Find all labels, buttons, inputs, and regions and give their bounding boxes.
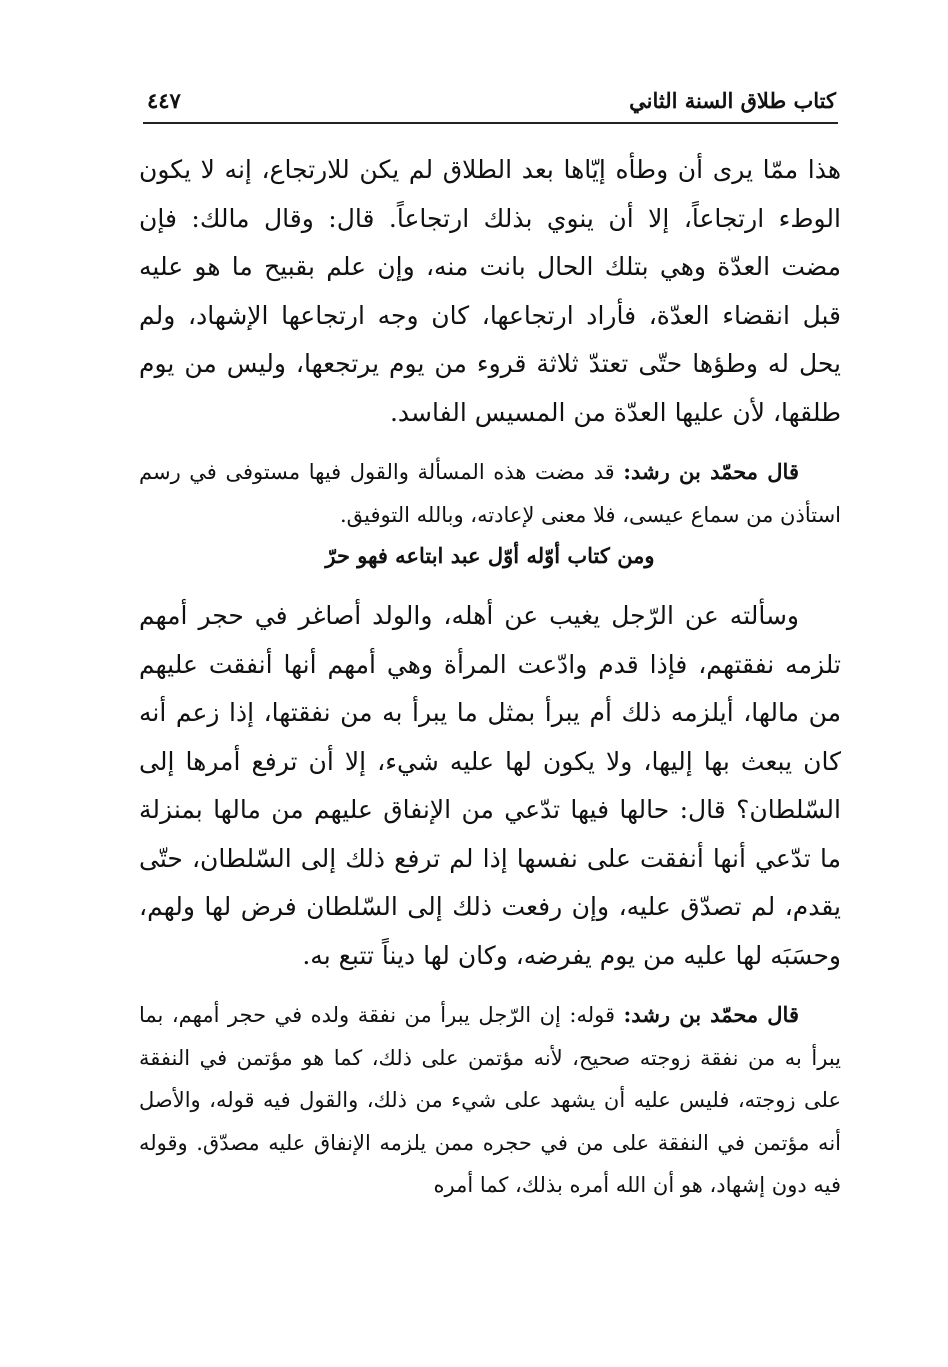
paragraph-2 [139, 592, 841, 980]
paragraph-2-text: وسألته عن الرّجل يغيب عن أهله، والولد أصاغر في حجر أمهم تلزمه نفقتهم، فإذا قدم وادّعت المرأة وهي أمهم أنها أنفقت عليهم من مالها، أيلزمه ذلك أم يبرأ بمثل ما يبرأ به من نفقتها، إذا زعم أنه كان يبعث بها إليها، ولا يكون لها عليه شيء، إلا أن ترفع أمرها إلى السّلطان؟ قال: حالها فيها تدّعي من الإنفاق عليهم من مالها بمنزلة ما تدّعي أنها أنفقت على نفسها إذا لم ترفع ذلك إلى السّلطان، حتّى يقدم، لم تصدّق عليه، وإن رفعت ذلك إلى السّلطان فرض لها ولهم، وحسَبَه لها عليه من يوم يفرضه، وكان لها ديناً تتبع به. [139, 601, 842, 970]
paragraph-1: هذا ممّا يرى أن وطأه إيّاها بعد الطلاق لم يكن للارتجاع، إنه لا يكون الوطء ارتجاعاً، إلا أن ينوي بذلك ارتجاعاً. قال: وقال مالك: فإن مضت العدّة وهي بتلك الحال بانت منه، وإن علم بقبيح ما هو عليه قبل انقضاء العدّة، فأراد ارتجاعها، كان وجه ارتجاعها الإشهاد، ولم يحل له وطؤها حتّى تعتدّ ثلاثة قروء من يوم يرتجعها، وليس من يوم طلقها، لأن عليها العدّة من المسيس الفاسد. [139, 155, 841, 427]
commentary-text-2: قوله: إن الرّجل يبرأ من نفقة ولده في حجر أمهم، بما يبرأ به من نفقة زوجته صحيح، لأنه مؤتمن على ذلك، كما هو مؤتمن في النفقة على زوجته، فليس عليه أن يشهد على شيء من ذلك، والقول فيه قوله، والأصل أنه مؤتمن في النفقة على من في حجره ممن يلزمه الإنفاق عليه مصدّق. وقوله فيه دون إشهاد، هو أن الله أمره بذلك، كما أمره [139, 1003, 841, 1197]
commentary-text-1: قد مضت هذه المسألة والقول فيها مستوفى في رسم استأذن من سماع عيسى، فلا معنى لإعادته، وبالله التوفيق. [139, 460, 841, 527]
page-header [143, 82, 838, 124]
commentary-paragraph-1 [139, 451, 841, 536]
section-heading: ومن كتاب أوّله أوّل عبد ابتاعه فهو حرّ [325, 543, 655, 568]
commentary-speaker-2: قال محمّد بن رشد: [623, 1002, 799, 1027]
commentary-paragraph-2 [139, 994, 841, 1207]
running-title: كتاب طلاق السنة الثاني [629, 88, 836, 113]
page-number: ٤٤٧ [147, 88, 181, 113]
commentary-speaker-1: قال محمّد بن رشد: [623, 459, 799, 484]
page-body [139, 146, 841, 1207]
